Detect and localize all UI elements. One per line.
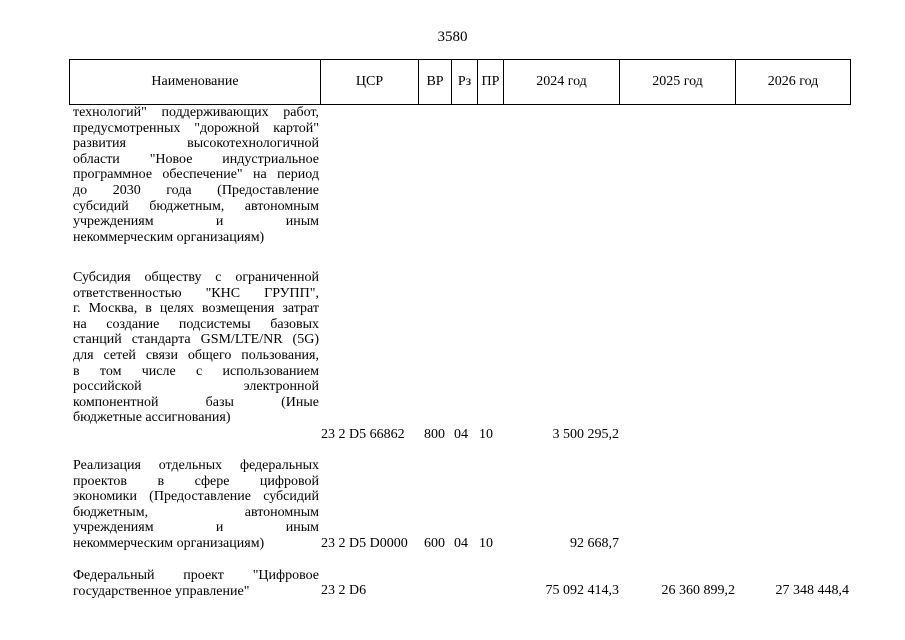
row-2-pr: 10 <box>479 536 493 551</box>
row-3-name: Федеральный проект "Цифровое государственное управление" <box>73 568 319 599</box>
row-1-name: Субсидия обществу с ограниченной ответственностью "КНС ГРУПП", г. Москва, в целях возмещения затрат на создание подсистемы базовых станций стандарта GSM/LTE/NR (5G) для сетей связи общего пользования, в том числе с использованием российской электронной компонентной базы (Иные бюджетные ассигнования) <box>73 270 319 426</box>
row-2-csr: 23 2 D5 D0000 <box>321 536 408 551</box>
row-2-vr: 600 <box>424 536 445 551</box>
row-1-csr: 23 2 D5 66862 <box>321 427 405 442</box>
row-3-2024: 75 092 414,3 <box>545 583 619 598</box>
row-3-2026: 27 348 448,4 <box>775 583 849 598</box>
row-1-rz: 04 <box>454 427 468 442</box>
row-2-rz: 04 <box>454 536 468 551</box>
table-header <box>69 59 851 105</box>
header-rz: Рз <box>452 60 478 104</box>
header-vr: ВР <box>419 60 452 104</box>
row-2-name: Реализация отдельных федеральных проектов в сфере цифровой экономики (Предоставление субсидий бюджетным, автономным учреждениям и иным некоммерческим организациям) <box>73 458 319 551</box>
header-name: Наименование <box>70 60 321 104</box>
row-0-name: технологий" поддерживающих работ, предусмотренных "дорожной картой" развития высокотехнологичной области "Новое индустриальное программное обеспечение" на период до 2030 года (Предоставление субсидий бюджетным, автономным учреждениям и иным некоммерческим организациям) <box>73 105 319 245</box>
row-3-2025: 26 360 899,2 <box>661 583 735 598</box>
header-2026: 2026 год <box>767 74 819 89</box>
page-number: 3580 <box>437 29 468 45</box>
row-3-csr: 23 2 D6 <box>321 583 367 598</box>
row-1-pr: 10 <box>479 427 493 442</box>
row-2-2024: 92 668,7 <box>570 536 619 551</box>
header-pr: ПР <box>478 60 504 104</box>
row-1-vr: 800 <box>424 427 445 442</box>
header-csr: ЦСР <box>321 60 419 104</box>
header-2024: 2024 год <box>504 60 620 104</box>
header-2025: 2025 год <box>620 60 736 104</box>
row-1-2024: 3 500 295,2 <box>552 427 619 442</box>
